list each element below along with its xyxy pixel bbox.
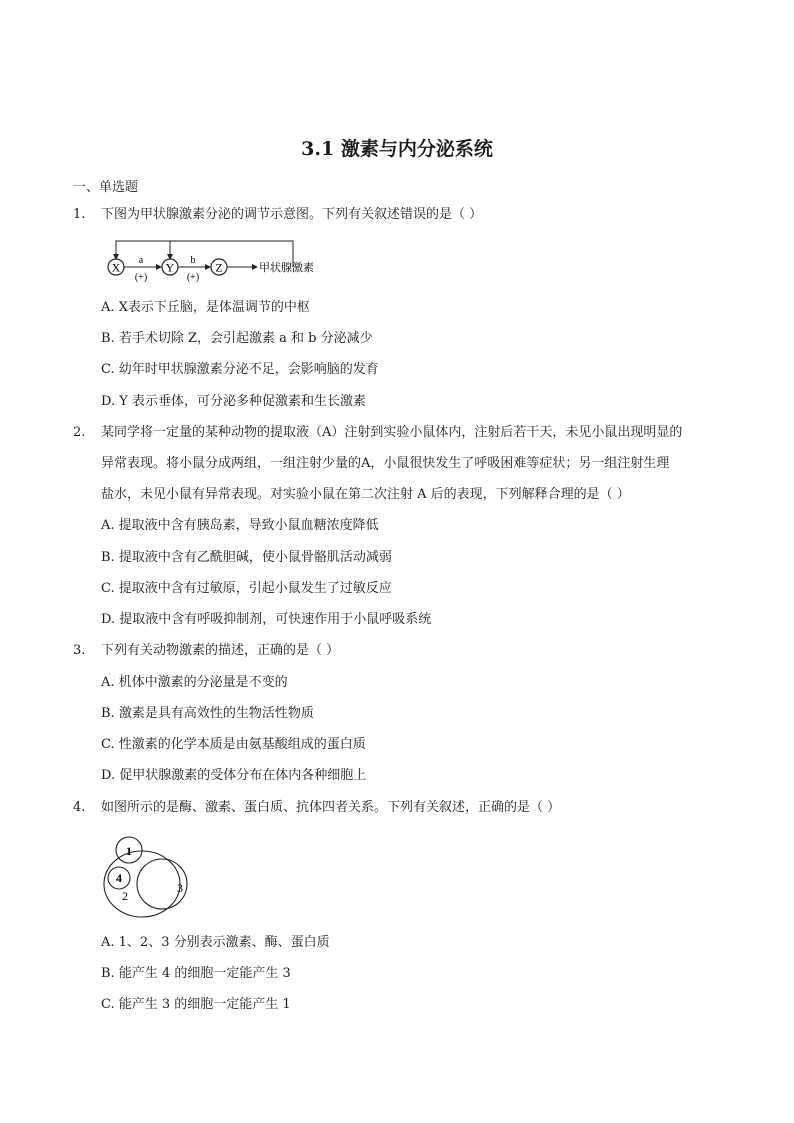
option-c: C. 性激素的化学本质是由氨基酸组成的蛋白质 bbox=[101, 737, 366, 752]
option-b: B. 能产生 4 的细胞一定能产生 3 bbox=[101, 966, 291, 981]
option-a: A. 提取液中含有胰岛素，导致小鼠血糖浓度降低 bbox=[101, 518, 379, 533]
option-d: D. Y 表示垂体，可分泌多种促激素和生长激素 bbox=[101, 394, 366, 409]
option-c: C. 能产生 3 的细胞一定能产生 1 bbox=[101, 997, 291, 1012]
node-y-label: Y bbox=[165, 260, 175, 275]
arrow-b-label: b bbox=[190, 255, 196, 266]
thyroid-regulation-diagram bbox=[100, 236, 340, 286]
question-stem: 下列有关动物激素的描述，正确的是（ ） bbox=[101, 643, 340, 658]
option-b: B. 若手术切除 Z，会引起激素 a 和 b 分泌减少 bbox=[101, 331, 373, 346]
label-4: 4 bbox=[116, 871, 122, 885]
question-stem: 如图所示的是酶、激素、蛋白质、抗体四者关系。下列有关叙述，正确的是（ ） bbox=[101, 800, 561, 815]
option-a: A. X表示下丘脑，是体温调节的中枢 bbox=[101, 300, 310, 315]
output-label: 甲状腺激素 bbox=[259, 262, 314, 274]
question-stem: 下图为甲状腺激素分泌的调节示意图。下列有关叙述错误的是（ ） bbox=[101, 207, 483, 222]
option-d: D. 提取液中含有呼吸抑制剂，可快速作用于小鼠呼吸系统 bbox=[101, 612, 432, 627]
label-2: 2 bbox=[122, 889, 128, 903]
question-stem-line: 某同学将一定量的某种动物的提取液（A）注射到实验小鼠体内，注射后若干天，未见小鼠出现明显的 bbox=[101, 425, 683, 440]
label-1: 1 bbox=[126, 844, 132, 858]
arrow-a-sign: (+) bbox=[134, 272, 148, 283]
node-x-label: X bbox=[111, 260, 121, 275]
option-a: A. 1、2、3 分别表示激素、酶、蛋白质 bbox=[101, 935, 330, 950]
node-z-label: Z bbox=[215, 260, 223, 275]
option-a: A. 机体中激素的分泌量是不变的 bbox=[101, 675, 288, 690]
question-number: 4. bbox=[73, 800, 86, 815]
option-d: D. 促甲状腺激素的受体分布在体内各种细胞上 bbox=[101, 768, 367, 783]
question-stem-line: 异常表现。将小鼠分成两组，一组注射少量的A，小鼠很快发生了呼吸困难等症状；另一组注射生理 bbox=[101, 456, 670, 471]
option-b: B. 激素是具有高效性的生物活性物质 bbox=[101, 706, 314, 721]
label-3: 3 bbox=[177, 881, 183, 895]
option-c: C. 提取液中含有过敏原，引起小鼠发生了过敏反应 bbox=[101, 581, 392, 596]
question-number: 1. bbox=[73, 207, 86, 222]
section-heading: 一、单选题 bbox=[73, 180, 139, 195]
arrow-b-sign: (+) bbox=[186, 272, 200, 283]
option-b: B. 提取液中含有乙酰胆碱，使小鼠骨骼肌活动减弱 bbox=[101, 550, 392, 565]
page-title: 3.1 激素与内分泌系统 bbox=[301, 138, 493, 160]
question-number: 3. bbox=[73, 643, 86, 658]
venn-diagram bbox=[100, 834, 195, 924]
question-stem-line: 盐水，未见小鼠有异常表现。对实验小鼠在第二次注射 A 后的表现，下列解释合理的是（ ） bbox=[101, 487, 630, 502]
option-c: C. 幼年时甲状腺激素分泌不足，会影响脑的发育 bbox=[101, 362, 379, 377]
arrow-a-label: a bbox=[138, 255, 144, 266]
question-number: 2. bbox=[73, 425, 86, 440]
